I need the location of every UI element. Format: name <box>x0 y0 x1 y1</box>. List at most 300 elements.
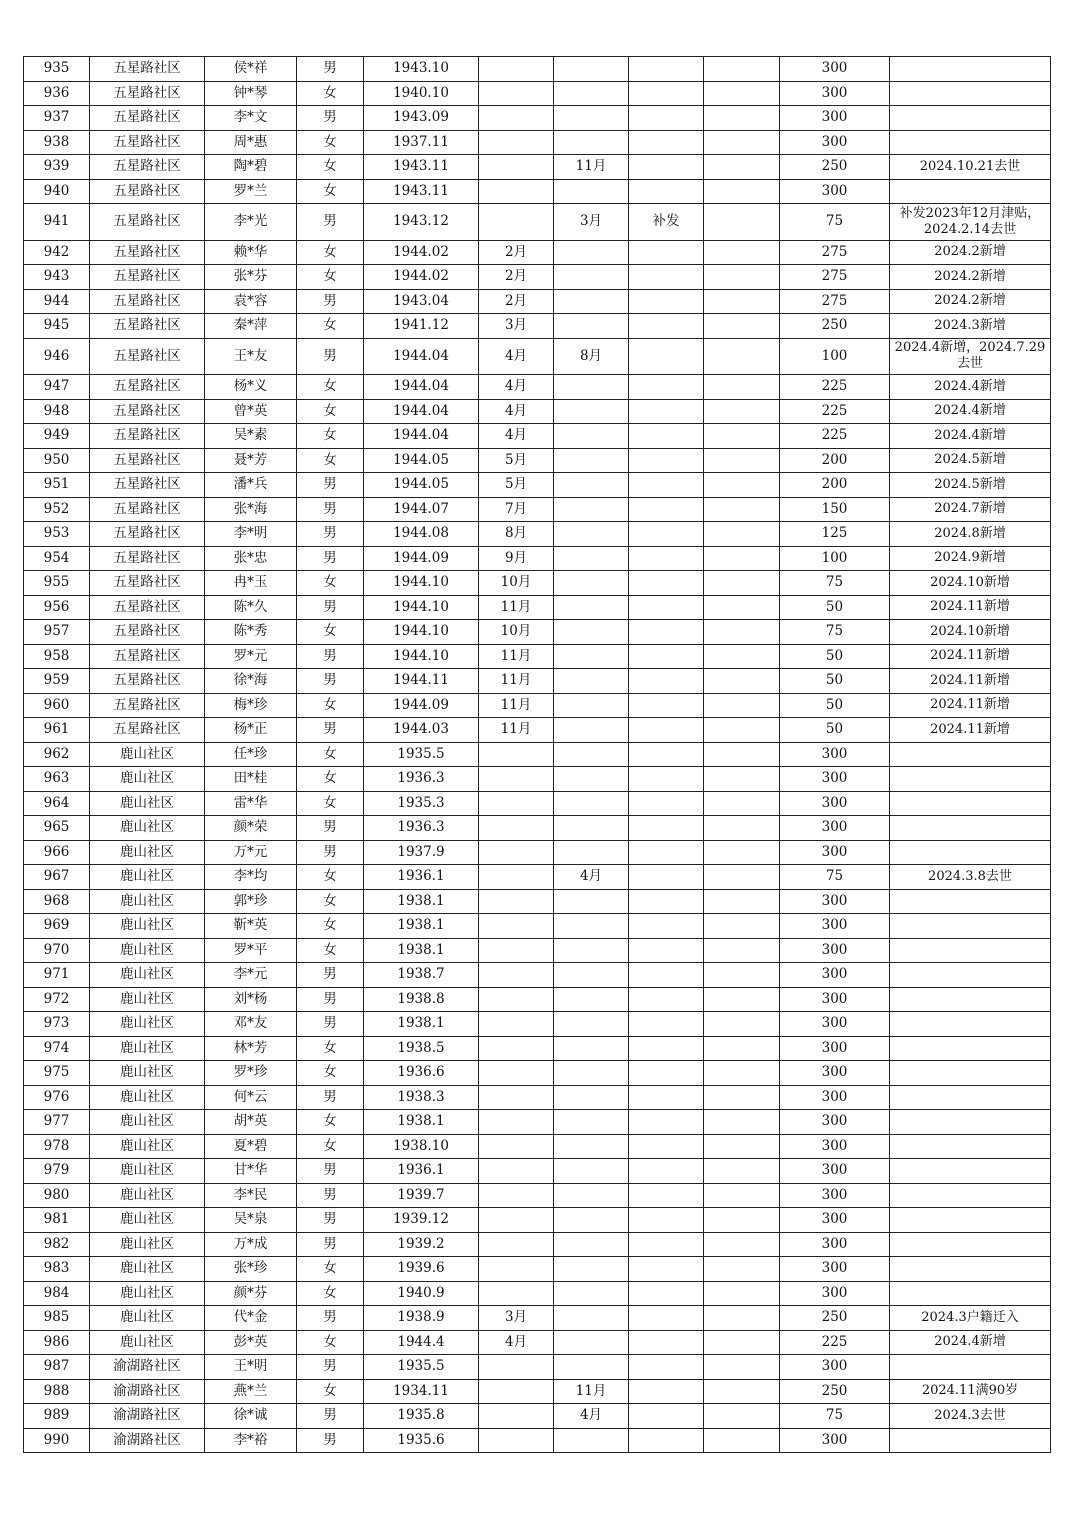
row-number-cell: 937 <box>24 106 90 131</box>
table-row <box>24 399 1051 424</box>
stop-month-cell <box>554 963 629 988</box>
reissue-cell <box>629 1085 704 1110</box>
community-cell: 五星路社区 <box>90 644 205 669</box>
start-month-cell: 2月 <box>479 289 554 314</box>
amount-cell: 75 <box>780 620 890 645</box>
gender-cell: 女 <box>297 914 364 939</box>
amount-cell: 250 <box>780 1379 890 1404</box>
extra-cell <box>704 399 780 424</box>
remark-cell: 2024.3新增 <box>890 314 1051 339</box>
name-cell: 侯*祥 <box>205 57 297 82</box>
reissue-cell <box>629 57 704 82</box>
gender-cell: 男 <box>297 57 364 82</box>
community-cell: 五星路社区 <box>90 289 205 314</box>
extra-cell <box>704 448 780 473</box>
reissue-cell <box>629 963 704 988</box>
name-cell: 李*均 <box>205 865 297 890</box>
extra-cell <box>704 767 780 792</box>
remark-cell <box>890 791 1051 816</box>
start-month-cell <box>479 130 554 155</box>
birth-date-cell: 1938.1 <box>364 1110 479 1135</box>
community-cell: 鹿山社区 <box>90 1330 205 1355</box>
community-cell: 渝湖路社区 <box>90 1428 205 1453</box>
row-number-cell: 988 <box>24 1379 90 1404</box>
extra-cell <box>704 963 780 988</box>
stop-month-cell <box>554 840 629 865</box>
remark-cell <box>890 914 1051 939</box>
name-cell: 李*明 <box>205 522 297 547</box>
gender-cell: 女 <box>297 1379 364 1404</box>
birth-date-cell: 1939.7 <box>364 1183 479 1208</box>
reissue-cell <box>629 1330 704 1355</box>
table-row <box>24 987 1051 1012</box>
extra-cell <box>704 1355 780 1380</box>
row-number-cell: 984 <box>24 1281 90 1306</box>
table-row <box>24 81 1051 106</box>
stop-month-cell <box>554 448 629 473</box>
amount-cell: 225 <box>780 1330 890 1355</box>
row-number-cell: 946 <box>24 338 90 375</box>
name-cell: 彭*英 <box>205 1330 297 1355</box>
amount-cell: 300 <box>780 1257 890 1282</box>
remark-cell: 2024.3去世 <box>890 1404 1051 1429</box>
gender-cell: 男 <box>297 1404 364 1429</box>
community-cell: 五星路社区 <box>90 375 205 400</box>
row-number-cell: 936 <box>24 81 90 106</box>
community-cell: 五星路社区 <box>90 314 205 339</box>
birth-date-cell: 1936.6 <box>364 1061 479 1086</box>
stop-month-cell <box>554 265 629 290</box>
remark-cell <box>890 938 1051 963</box>
gender-cell: 女 <box>297 448 364 473</box>
extra-cell <box>704 840 780 865</box>
community-cell: 五星路社区 <box>90 424 205 449</box>
reissue-cell: 补发 <box>629 204 704 241</box>
table-row <box>24 718 1051 743</box>
gender-cell: 女 <box>297 1036 364 1061</box>
amount-cell: 75 <box>780 1404 890 1429</box>
extra-cell <box>704 987 780 1012</box>
remark-cell: 2024.11新增 <box>890 718 1051 743</box>
reissue-cell <box>629 1355 704 1380</box>
table-row <box>24 424 1051 449</box>
community-cell: 五星路社区 <box>90 473 205 498</box>
reissue-cell <box>629 865 704 890</box>
community-cell: 五星路社区 <box>90 620 205 645</box>
reissue-cell <box>629 1012 704 1037</box>
row-number-cell: 969 <box>24 914 90 939</box>
amount-cell: 275 <box>780 240 890 265</box>
stop-month-cell <box>554 1208 629 1233</box>
row-number-cell: 976 <box>24 1085 90 1110</box>
extra-cell <box>704 1330 780 1355</box>
birth-date-cell: 1944.09 <box>364 693 479 718</box>
gender-cell: 女 <box>297 742 364 767</box>
extra-cell <box>704 375 780 400</box>
start-month-cell <box>479 1061 554 1086</box>
amount-cell: 50 <box>780 669 890 694</box>
start-month-cell: 4月 <box>479 399 554 424</box>
reissue-cell <box>629 240 704 265</box>
name-cell: 刘*杨 <box>205 987 297 1012</box>
reissue-cell <box>629 767 704 792</box>
community-cell: 五星路社区 <box>90 240 205 265</box>
extra-cell <box>704 265 780 290</box>
gender-cell: 男 <box>297 644 364 669</box>
stop-month-cell <box>554 718 629 743</box>
row-number-cell: 964 <box>24 791 90 816</box>
amount-cell: 300 <box>780 1232 890 1257</box>
stop-month-cell <box>554 1330 629 1355</box>
gender-cell: 女 <box>297 130 364 155</box>
reissue-cell <box>629 1257 704 1282</box>
row-number-cell: 966 <box>24 840 90 865</box>
remark-cell <box>890 1085 1051 1110</box>
row-number-cell: 974 <box>24 1036 90 1061</box>
amount-cell: 300 <box>780 767 890 792</box>
name-cell: 张*海 <box>205 497 297 522</box>
name-cell: 颜*荣 <box>205 816 297 841</box>
remark-cell: 2024.5新增 <box>890 473 1051 498</box>
table-row <box>24 448 1051 473</box>
community-cell: 渝湖路社区 <box>90 1404 205 1429</box>
birth-date-cell: 1938.3 <box>364 1085 479 1110</box>
birth-date-cell: 1938.5 <box>364 1036 479 1061</box>
birth-date-cell: 1944.04 <box>364 424 479 449</box>
gender-cell: 女 <box>297 889 364 914</box>
extra-cell <box>704 1110 780 1135</box>
community-cell: 五星路社区 <box>90 693 205 718</box>
start-month-cell: 4月 <box>479 424 554 449</box>
reissue-cell <box>629 375 704 400</box>
remark-cell <box>890 1159 1051 1184</box>
extra-cell <box>704 938 780 963</box>
community-cell: 鹿山社区 <box>90 1306 205 1331</box>
table-row <box>24 240 1051 265</box>
reissue-cell <box>629 1306 704 1331</box>
reissue-cell <box>629 889 704 914</box>
community-cell: 鹿山社区 <box>90 1012 205 1037</box>
name-cell: 任*珍 <box>205 742 297 767</box>
extra-cell <box>704 338 780 375</box>
reissue-cell <box>629 1134 704 1159</box>
table-row <box>24 522 1051 547</box>
remark-cell <box>890 1355 1051 1380</box>
remark-cell <box>890 1061 1051 1086</box>
community-cell: 渝湖路社区 <box>90 1379 205 1404</box>
stop-month-cell <box>554 669 629 694</box>
table-row <box>24 791 1051 816</box>
community-cell: 鹿山社区 <box>90 1159 205 1184</box>
stop-month-cell <box>554 791 629 816</box>
amount-cell: 300 <box>780 791 890 816</box>
name-cell: 聂*芳 <box>205 448 297 473</box>
remark-cell: 2024.10新增 <box>890 620 1051 645</box>
table-row <box>24 204 1051 241</box>
remark-cell: 2024.5新增 <box>890 448 1051 473</box>
gender-cell: 女 <box>297 375 364 400</box>
extra-cell <box>704 644 780 669</box>
community-cell: 五星路社区 <box>90 571 205 596</box>
community-cell: 五星路社区 <box>90 448 205 473</box>
row-number-cell: 979 <box>24 1159 90 1184</box>
extra-cell <box>704 497 780 522</box>
gender-cell: 男 <box>297 963 364 988</box>
birth-date-cell: 1944.10 <box>364 644 479 669</box>
birth-date-cell: 1935.8 <box>364 1404 479 1429</box>
extra-cell <box>704 155 780 180</box>
name-cell: 秦*萍 <box>205 314 297 339</box>
remark-cell: 2024.2新增 <box>890 240 1051 265</box>
community-cell: 鹿山社区 <box>90 791 205 816</box>
table-row <box>24 473 1051 498</box>
community-cell: 鹿山社区 <box>90 1208 205 1233</box>
community-cell: 鹿山社区 <box>90 1257 205 1282</box>
birth-date-cell: 1935.5 <box>364 1355 479 1380</box>
amount-cell: 300 <box>780 1159 890 1184</box>
table-row <box>24 938 1051 963</box>
extra-cell <box>704 1232 780 1257</box>
extra-cell <box>704 889 780 914</box>
extra-cell <box>704 522 780 547</box>
remark-cell <box>890 1232 1051 1257</box>
birth-date-cell: 1939.2 <box>364 1232 479 1257</box>
reissue-cell <box>629 1036 704 1061</box>
start-month-cell: 10月 <box>479 620 554 645</box>
remark-cell <box>890 1208 1051 1233</box>
start-month-cell: 5月 <box>479 448 554 473</box>
birth-date-cell: 1943.11 <box>364 155 479 180</box>
remark-cell: 2024.3.8去世 <box>890 865 1051 890</box>
extra-cell <box>704 1379 780 1404</box>
amount-cell: 300 <box>780 1036 890 1061</box>
birth-date-cell: 1944.11 <box>364 669 479 694</box>
name-cell: 雷*华 <box>205 791 297 816</box>
amount-cell: 150 <box>780 497 890 522</box>
stop-month-cell <box>554 987 629 1012</box>
remark-cell: 2024.8新增 <box>890 522 1051 547</box>
amount-cell: 300 <box>780 1208 890 1233</box>
amount-cell: 250 <box>780 155 890 180</box>
row-number-cell: 948 <box>24 399 90 424</box>
remark-cell: 2024.4新增 <box>890 424 1051 449</box>
community-cell: 鹿山社区 <box>90 1281 205 1306</box>
table-row <box>24 889 1051 914</box>
stop-month-cell <box>554 889 629 914</box>
start-month-cell <box>479 865 554 890</box>
name-cell: 胡*英 <box>205 1110 297 1135</box>
remark-cell <box>890 106 1051 131</box>
row-number-cell: 989 <box>24 1404 90 1429</box>
stop-month-cell <box>554 1183 629 1208</box>
start-month-cell: 11月 <box>479 718 554 743</box>
amount-cell: 300 <box>780 1355 890 1380</box>
name-cell: 赖*华 <box>205 240 297 265</box>
gender-cell: 男 <box>297 338 364 375</box>
name-cell: 杨*义 <box>205 375 297 400</box>
stop-month-cell: 11月 <box>554 1379 629 1404</box>
reissue-cell <box>629 106 704 131</box>
gender-cell: 女 <box>297 399 364 424</box>
remark-cell: 2024.4新增 <box>890 375 1051 400</box>
reissue-cell <box>629 1183 704 1208</box>
table-row <box>24 914 1051 939</box>
gender-cell: 男 <box>297 718 364 743</box>
gender-cell: 男 <box>297 1306 364 1331</box>
row-number-cell: 941 <box>24 204 90 241</box>
name-cell: 代*金 <box>205 1306 297 1331</box>
birth-date-cell: 1938.7 <box>364 963 479 988</box>
reissue-cell <box>629 1110 704 1135</box>
table-row <box>24 1232 1051 1257</box>
table-row <box>24 644 1051 669</box>
reissue-cell <box>629 179 704 204</box>
stop-month-cell <box>554 644 629 669</box>
start-month-cell: 3月 <box>479 1306 554 1331</box>
name-cell: 王*友 <box>205 338 297 375</box>
remark-cell <box>890 1428 1051 1453</box>
amount-cell: 300 <box>780 1110 890 1135</box>
reissue-cell <box>629 289 704 314</box>
extra-cell <box>704 1208 780 1233</box>
start-month-cell <box>479 1110 554 1135</box>
extra-cell <box>704 742 780 767</box>
table-row <box>24 742 1051 767</box>
row-number-cell: 973 <box>24 1012 90 1037</box>
amount-cell: 300 <box>780 963 890 988</box>
row-number-cell: 950 <box>24 448 90 473</box>
row-number-cell: 990 <box>24 1428 90 1453</box>
stop-month-cell <box>554 1159 629 1184</box>
extra-cell <box>704 865 780 890</box>
name-cell: 陈*久 <box>205 595 297 620</box>
table-row <box>24 1159 1051 1184</box>
reissue-cell <box>629 1232 704 1257</box>
gender-cell: 女 <box>297 1110 364 1135</box>
name-cell: 靳*英 <box>205 914 297 939</box>
extra-cell <box>704 1404 780 1429</box>
table-body <box>24 57 1051 1453</box>
community-cell: 鹿山社区 <box>90 1134 205 1159</box>
reissue-cell <box>629 448 704 473</box>
row-number-cell: 955 <box>24 571 90 596</box>
table-row <box>24 840 1051 865</box>
row-number-cell: 951 <box>24 473 90 498</box>
amount-cell: 300 <box>780 130 890 155</box>
birth-date-cell: 1938.1 <box>364 938 479 963</box>
row-number-cell: 935 <box>24 57 90 82</box>
community-cell: 鹿山社区 <box>90 865 205 890</box>
start-month-cell: 11月 <box>479 693 554 718</box>
stop-month-cell <box>554 767 629 792</box>
stop-month-cell <box>554 914 629 939</box>
extra-cell <box>704 1183 780 1208</box>
amount-cell: 225 <box>780 375 890 400</box>
birth-date-cell: 1943.11 <box>364 179 479 204</box>
start-month-cell <box>479 1159 554 1184</box>
community-cell: 五星路社区 <box>90 522 205 547</box>
name-cell: 夏*碧 <box>205 1134 297 1159</box>
remark-cell <box>890 130 1051 155</box>
gender-cell: 女 <box>297 240 364 265</box>
remark-cell: 2024.4新增，2024.7.29去世 <box>890 338 1051 375</box>
table-row <box>24 338 1051 375</box>
start-month-cell <box>479 1281 554 1306</box>
birth-date-cell: 1940.9 <box>364 1281 479 1306</box>
table-row <box>24 620 1051 645</box>
table-row <box>24 179 1051 204</box>
name-cell: 杨*正 <box>205 718 297 743</box>
reissue-cell <box>629 644 704 669</box>
birth-date-cell: 1938.8 <box>364 987 479 1012</box>
name-cell: 李*元 <box>205 963 297 988</box>
stop-month-cell <box>554 1281 629 1306</box>
start-month-cell: 4月 <box>479 1330 554 1355</box>
birth-date-cell: 1943.04 <box>364 289 479 314</box>
amount-cell: 200 <box>780 473 890 498</box>
remark-cell <box>890 987 1051 1012</box>
reissue-cell <box>629 742 704 767</box>
gender-cell: 男 <box>297 546 364 571</box>
stop-month-cell <box>554 742 629 767</box>
table-row <box>24 375 1051 400</box>
remark-cell <box>890 1134 1051 1159</box>
community-cell: 渝湖路社区 <box>90 1355 205 1380</box>
extra-cell <box>704 473 780 498</box>
extra-cell <box>704 424 780 449</box>
extra-cell <box>704 791 780 816</box>
remark-cell <box>890 1281 1051 1306</box>
name-cell: 邓*友 <box>205 1012 297 1037</box>
community-cell: 五星路社区 <box>90 130 205 155</box>
community-cell: 鹿山社区 <box>90 963 205 988</box>
amount-cell: 275 <box>780 265 890 290</box>
stop-month-cell: 3月 <box>554 204 629 241</box>
amount-cell: 75 <box>780 865 890 890</box>
gender-cell: 女 <box>297 1134 364 1159</box>
amount-cell: 225 <box>780 424 890 449</box>
birth-date-cell: 1935.6 <box>364 1428 479 1453</box>
amount-cell: 200 <box>780 448 890 473</box>
table-row <box>24 1134 1051 1159</box>
extra-cell <box>704 816 780 841</box>
stop-month-cell <box>554 1012 629 1037</box>
table-row <box>24 1012 1051 1037</box>
amount-cell: 300 <box>780 81 890 106</box>
name-cell: 郭*珍 <box>205 889 297 914</box>
gender-cell: 女 <box>297 81 364 106</box>
stop-month-cell <box>554 816 629 841</box>
stop-month-cell <box>554 1110 629 1135</box>
extra-cell <box>704 130 780 155</box>
start-month-cell <box>479 179 554 204</box>
reissue-cell <box>629 840 704 865</box>
gender-cell: 男 <box>297 522 364 547</box>
reissue-cell <box>629 938 704 963</box>
extra-cell <box>704 1281 780 1306</box>
name-cell: 罗*兰 <box>205 179 297 204</box>
amount-cell: 300 <box>780 816 890 841</box>
extra-cell <box>704 718 780 743</box>
remark-cell <box>890 742 1051 767</box>
row-number-cell: 983 <box>24 1257 90 1282</box>
start-month-cell <box>479 204 554 241</box>
gender-cell: 男 <box>297 669 364 694</box>
extra-cell <box>704 595 780 620</box>
table-row <box>24 1036 1051 1061</box>
remark-cell: 2024.4新增 <box>890 1330 1051 1355</box>
extra-cell <box>704 1428 780 1453</box>
